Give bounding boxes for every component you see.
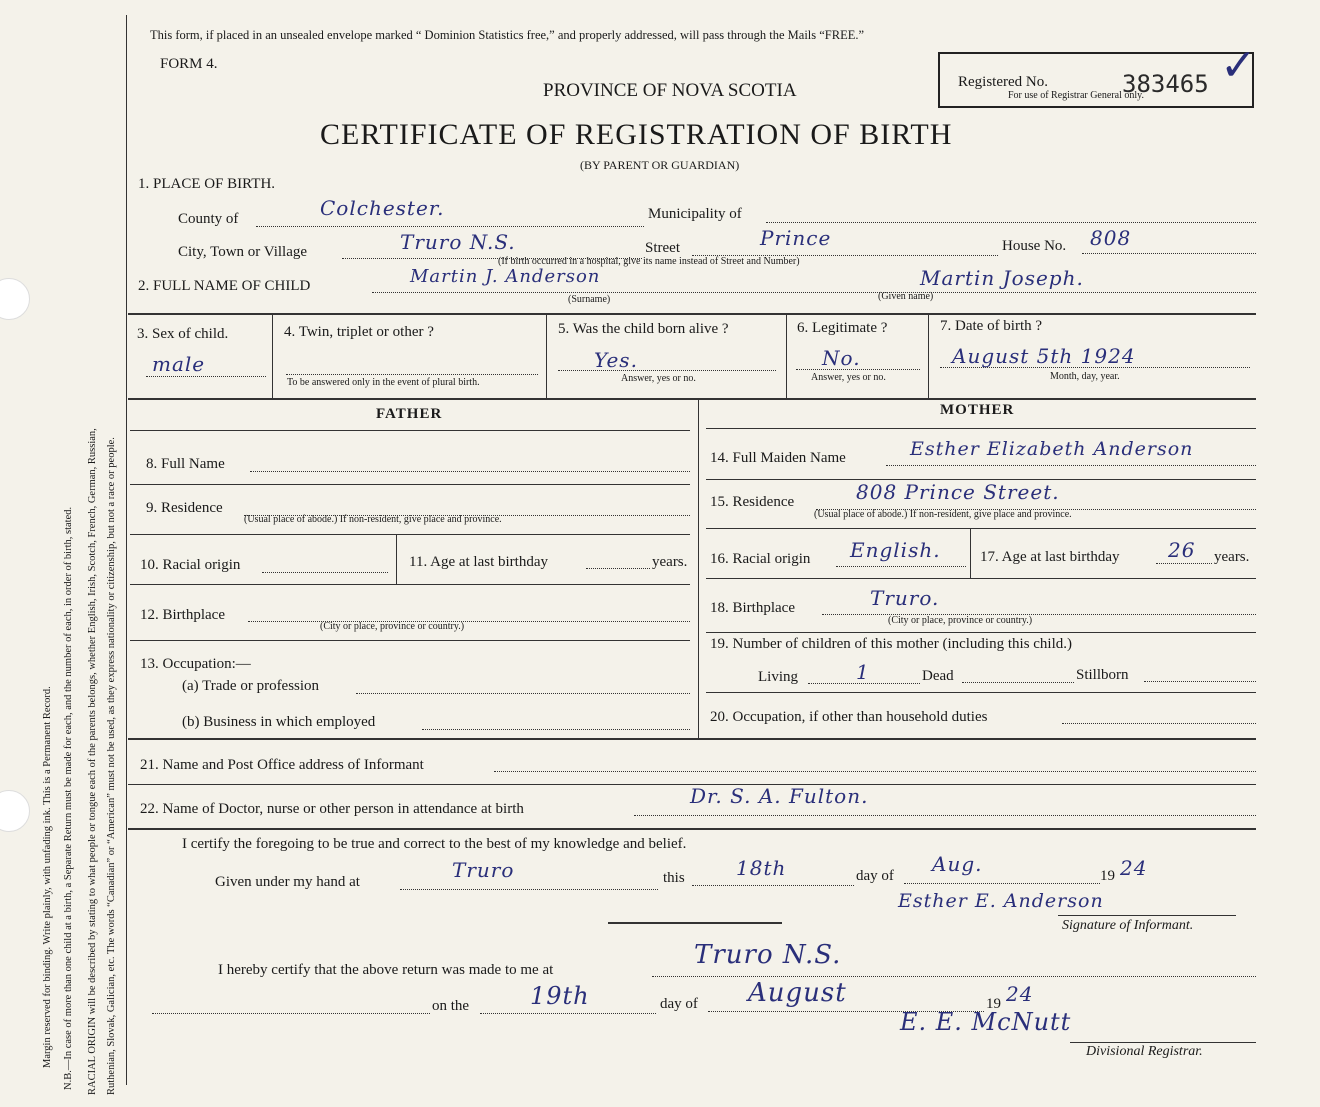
father-birthplace-note: (City or place, province or country.) bbox=[320, 621, 465, 632]
father-name-label: 8. Full Name bbox=[146, 456, 225, 472]
father-business-label: (b) Business in which employed bbox=[182, 714, 376, 730]
mother-occupation-label: 20. Occupation, if other than household duties bbox=[710, 709, 988, 725]
mother-age-label: 17. Age at last birthday bbox=[980, 549, 1120, 565]
child-name-label: 2. FULL NAME OF CHILD bbox=[138, 278, 311, 294]
mother-racial-value: English. bbox=[850, 538, 941, 562]
child-surname: Martin J. Anderson bbox=[410, 266, 601, 287]
registrar-place-value: Truro N.S. bbox=[694, 940, 842, 970]
stillborn-label: Stillborn bbox=[1076, 667, 1129, 683]
municipality-line bbox=[766, 222, 1256, 223]
punch-hole-bottom bbox=[0, 790, 30, 832]
children-count-label: 19. Number of children of this mother (including this child.) bbox=[710, 636, 1073, 652]
father-age-label: 11. Age at last birthday bbox=[409, 554, 548, 570]
living-label: Living bbox=[758, 669, 798, 685]
registrar-day-value: 19th bbox=[530, 982, 590, 1010]
legitimate-note: Answer, yes or no. bbox=[811, 372, 886, 383]
divider-top-row bbox=[128, 313, 1256, 315]
margin-rule bbox=[126, 15, 127, 1085]
mother-name-value: Esther Elizabeth Anderson bbox=[910, 438, 1194, 460]
registrar-month-value: August bbox=[748, 978, 847, 1008]
mother-birthplace-value: Truro. bbox=[870, 586, 940, 610]
twin-label: 4. Twin, triplet or other ? bbox=[284, 324, 434, 340]
mother-age-value: 26 bbox=[1168, 538, 1196, 562]
registrar-label: Divisional Registrar. bbox=[1086, 1044, 1203, 1059]
surname-note: (Surname) bbox=[568, 294, 611, 305]
living-value: 1 bbox=[856, 660, 870, 684]
given-year-prefix: 19 bbox=[1100, 868, 1115, 884]
divider-row-bottom bbox=[128, 398, 1256, 400]
sex-label: 3. Sex of child. bbox=[137, 326, 229, 342]
registrar-signature: E. E. McNutt bbox=[900, 1008, 1072, 1036]
margin-line-3: RACIAL ORIGIN will be described by stating to what people or tongue each of the parents belongs, whether English, Irish, Scotch, French, German, Russian, bbox=[87, 428, 98, 1095]
separator-line bbox=[608, 922, 782, 924]
registered-label: Registered No. bbox=[958, 74, 1048, 90]
mother-residence-value: 808 Prince Street. bbox=[856, 480, 1060, 504]
given-month-value: Aug. bbox=[932, 852, 983, 876]
mother-residence-label: 15. Residence bbox=[710, 494, 795, 510]
street-value: Prince bbox=[760, 226, 832, 250]
doctor-value: Dr. S. A. Fulton. bbox=[690, 784, 869, 808]
given-name-note: (Given name) bbox=[878, 291, 934, 302]
certify-statement: I certify the foregoing to be true and correct to the best of my knowledge and belief. bbox=[182, 836, 687, 852]
house-line bbox=[1082, 253, 1256, 254]
column-divider bbox=[698, 400, 699, 738]
dob-label: 7. Date of birth ? bbox=[940, 318, 1043, 334]
father-residence-note: (Usual place of abode.) If non-resident, give place and province. bbox=[244, 514, 502, 525]
form-number: FORM 4. bbox=[160, 56, 218, 72]
province-heading: PROVINCE OF NOVA SCOTIA bbox=[543, 80, 797, 101]
legitimate-label: 6. Legitimate ? bbox=[797, 320, 888, 336]
county-line bbox=[256, 226, 644, 227]
alive-note: Answer, yes or no. bbox=[621, 373, 696, 384]
punch-hole-top bbox=[0, 278, 30, 320]
margin-line-2: N.B.—In case of more than one child at a birth, a Separate Return must be made for each, and the number of each, in order of birth, stated. bbox=[63, 506, 74, 1090]
mother-racial-label: 16. Racial origin bbox=[710, 551, 811, 567]
signature-informant-label: Signature of Informant. bbox=[1062, 918, 1194, 933]
twin-note: To be answered only in the event of plural birth. bbox=[287, 377, 480, 388]
informant-signature: Esther E. Anderson bbox=[898, 890, 1104, 912]
given-under-label: Given under my hand at bbox=[215, 874, 360, 890]
certificate-subtitle: (BY PARENT OR GUARDIAN) bbox=[580, 158, 740, 172]
legitimate-value: No. bbox=[822, 346, 861, 370]
street-label: Street bbox=[645, 240, 680, 256]
registrar-statement: I hereby certify that the above return was made to me at bbox=[218, 962, 554, 978]
margin-line-4: Ruthenian, Slovak, Galician, etc. The words “Canadian” or “American” must not be used, as they express nationality or citizenship, but not a race or people. bbox=[106, 437, 117, 1095]
margin-line-1: Margin reserved for binding. Write plainly, with unfading ink. This is a Permanent Record. bbox=[42, 686, 53, 1068]
mother-birthplace-label: 18. Birthplace bbox=[710, 600, 795, 616]
registrar-note: For use of Registrar General only. bbox=[1008, 90, 1144, 101]
checkmark-icon: ✓ bbox=[1220, 41, 1257, 90]
alive-value: Yes. bbox=[594, 348, 638, 372]
child-given-name: Martin Joseph. bbox=[920, 266, 1084, 290]
mother-name-label: 14. Full Maiden Name bbox=[710, 450, 846, 466]
place-of-birth-label: 1. PLACE OF BIRTH. bbox=[138, 176, 276, 192]
doctor-label: 22. Name of Doctor, nurse or other person in attendance at birth bbox=[140, 801, 524, 817]
city-value: Truro N.S. bbox=[400, 230, 516, 254]
house-value: 808 bbox=[1090, 226, 1132, 250]
mother-years: years. bbox=[1214, 549, 1250, 565]
informant-label: 21. Name and Post Office address of Informant bbox=[140, 757, 424, 773]
municipality-label: Municipality of bbox=[648, 206, 742, 222]
father-occupation-label: 13. Occupation:— bbox=[140, 656, 251, 672]
dob-value: August 5th 1924 bbox=[952, 344, 1136, 368]
father-heading: FATHER bbox=[376, 406, 443, 422]
county-value: Colchester. bbox=[320, 196, 445, 220]
registration-box bbox=[938, 41, 1257, 108]
registrar-day-of-label: day of bbox=[660, 996, 698, 1012]
certificate-title: CERTIFICATE OF REGISTRATION OF BIRTH bbox=[320, 118, 953, 151]
mother-residence-note: (Usual place of abode.) If non-resident, give place and province. bbox=[814, 509, 1072, 520]
dob-note: Month, day, year. bbox=[1050, 371, 1120, 382]
day-of-label: day of bbox=[856, 868, 894, 884]
alive-label: 5. Was the child born alive ? bbox=[558, 321, 729, 337]
given-day-value: 18th bbox=[736, 856, 787, 880]
father-racial-label: 10. Racial origin bbox=[140, 557, 241, 573]
hospital-note: (If birth occurred in a hospital, give its name instead of Street and Number) bbox=[498, 256, 800, 267]
city-label: City, Town or Village bbox=[178, 244, 308, 260]
this-label: this bbox=[663, 870, 685, 886]
father-trade-label: (a) Trade or profession bbox=[182, 678, 320, 694]
mail-notice: This form, if placed in an unsealed envelope marked “ Dominion Statistics free,” and properly addressed, will pass through the Mails “FREE.” bbox=[150, 28, 865, 42]
mother-birthplace-note: (City or place, province or country.) bbox=[888, 615, 1033, 626]
registrar-signature-line bbox=[1070, 1042, 1256, 1043]
registrar-year-prefix: 19 bbox=[986, 996, 1001, 1012]
father-residence-label: 9. Residence bbox=[146, 500, 223, 516]
mother-heading: MOTHER bbox=[940, 402, 1015, 418]
house-label: House No. bbox=[1002, 238, 1067, 254]
given-place-value: Truro bbox=[452, 858, 515, 882]
father-years: years. bbox=[652, 554, 688, 570]
father-birthplace-label: 12. Birthplace bbox=[140, 607, 225, 623]
dead-label: Dead bbox=[922, 668, 954, 684]
on-the-label: on the bbox=[432, 998, 470, 1014]
registrar-year-value: 24 bbox=[1006, 982, 1034, 1006]
registered-number: 383465 bbox=[1122, 70, 1209, 98]
child-name-line bbox=[372, 292, 1256, 293]
given-year-value: 24 bbox=[1120, 856, 1148, 880]
sex-value: male bbox=[152, 352, 206, 376]
county-label: County of bbox=[178, 211, 239, 227]
signature-informant-line bbox=[1058, 915, 1236, 916]
